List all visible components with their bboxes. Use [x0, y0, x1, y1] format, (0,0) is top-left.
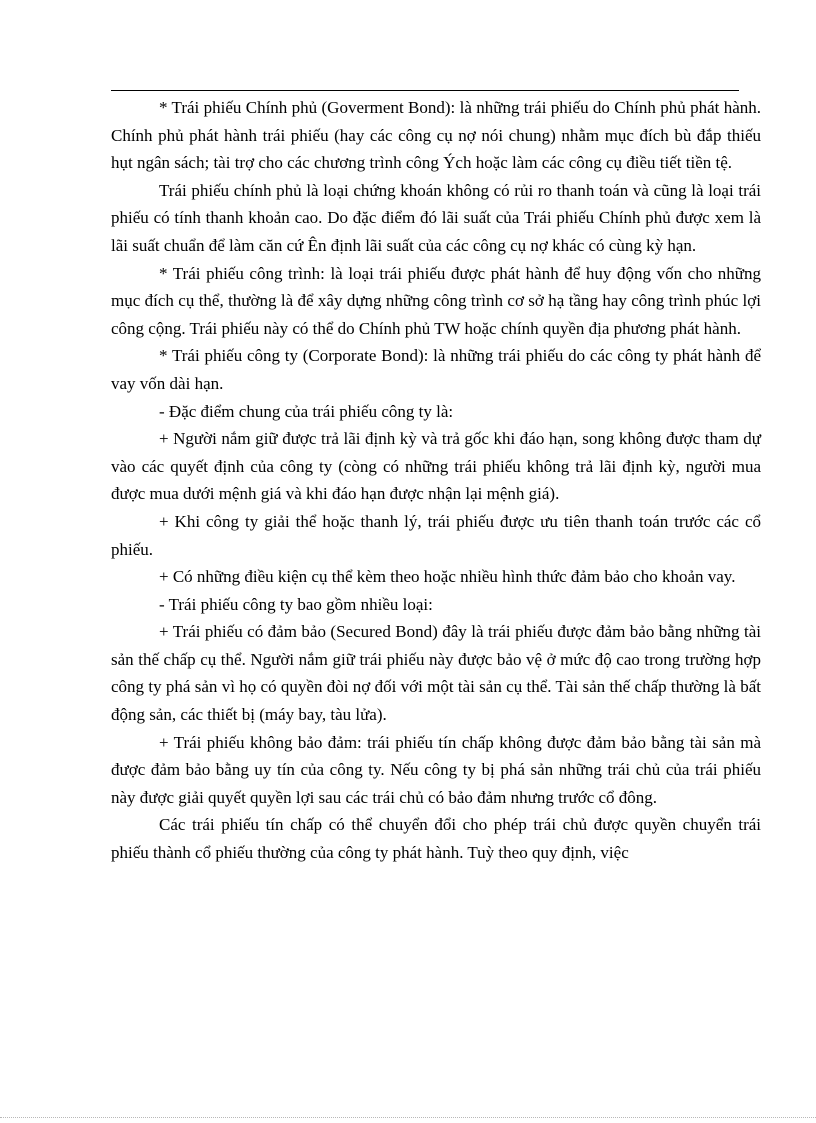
footer-dotted-line: [0, 1117, 816, 1118]
paragraph-convertible-bond: Các trái phiếu tín chấp có thể chuyển đổi cho phép trái chủ được quyền chuyển trái phiếu thành cổ phiếu thường của công ty phát hành. Tuỳ theo quy định, việc: [111, 815, 761, 863]
header-rule: [111, 90, 739, 91]
paragraph-government-bond: * Trái phiếu Chính phủ (Goverment Bond): là những trái phiếu do Chính phủ phát hành. Chính phủ phát hành trái phiếu (hay các công cụ nợ nói chung) nhằm mục đích bù đắp thiếu hụt ngân sách; tài trợ cho các chương trình công Ých hoặc làm các công cụ điều tiết tiền tệ.: [111, 98, 761, 173]
paragraph-corporate-features-heading: - Đặc điểm chung của trái phiếu công ty là:: [159, 401, 454, 421]
document-body: [111, 94, 761, 867]
paragraph-feature-conditions: + Có những điều kiện cụ thể kèm theo hoặc nhiều hình thức đảm bảo cho khoản vay.: [159, 567, 736, 587]
paragraph-unsecured-bond: + Trái phiếu không bảo đảm: trái phiếu tín chấp không được đảm bảo bằng tài sản mà được đảm bảo bằng uy tín của công ty. Nếu công ty bị phá sản những trái chủ của trái phiếu này được giải quyết quyền lợi sau các trái chủ có bảo đảm nhưng trước cổ đông.: [111, 732, 761, 807]
paragraph-corporate-types-heading: - Trái phiếu công ty bao gồm nhiều loại:: [159, 594, 433, 614]
paragraph-secured-bond: + Trái phiếu có đảm bảo (Secured Bond) đây là trái phiếu được đảm bảo bằng những tài sản thế chấp cụ thể. Người nắm giữ trái phiếu này được bảo vệ ở mức độ cao trong trường hợp công ty phá sản vì họ có quyền đòi nợ đối với một tài sản cụ thể. Tài sản thế chấp thường là bất động sản, các thiết bị (máy bay, tàu lửa).: [111, 622, 761, 725]
paragraph-government-bond-risk: Trái phiếu chính phủ là loại chứng khoán không có rủi ro thanh toán và cũng là loại trái phiếu có tính thanh khoản cao. Do đặc điểm đó lãi suất của Trái phiếu Chính phủ được xem là lãi suất chuẩn để làm căn cứ Ên định lãi suất của các công cụ nợ khác có cùng kỳ hạn.: [111, 180, 761, 255]
paragraph-feature-liquidation: + Khi công ty giải thể hoặc thanh lý, trái phiếu được ưu tiên thanh toán trước các cổ phiếu.: [111, 511, 761, 559]
paragraph-project-bond: * Trái phiếu công trình: là loại trái phiếu được phát hành để huy động vốn cho những mục đích cụ thể, thường là để xây dựng những công trình cơ sở hạ tầng hay công trình phúc lợi công cộng. Trái phiếu này có thể do Chính phủ TW hoặc chính quyền địa phương phát hành.: [111, 263, 761, 338]
paragraph-feature-interest: + Người nắm giữ được trả lãi định kỳ và trả gốc khi đáo hạn, song không được tham dự vào các quyết định của công ty (còng có những trái phiếu không trả lãi định kỳ, người mua được mua dưới mệnh giá và khi đáo hạn được nhận lại mệnh giá).: [111, 429, 761, 504]
paragraph-corporate-bond: * Trái phiếu công ty (Corporate Bond): là những trái phiếu do các công ty phát hành để vay vốn dài hạn.: [111, 346, 761, 393]
